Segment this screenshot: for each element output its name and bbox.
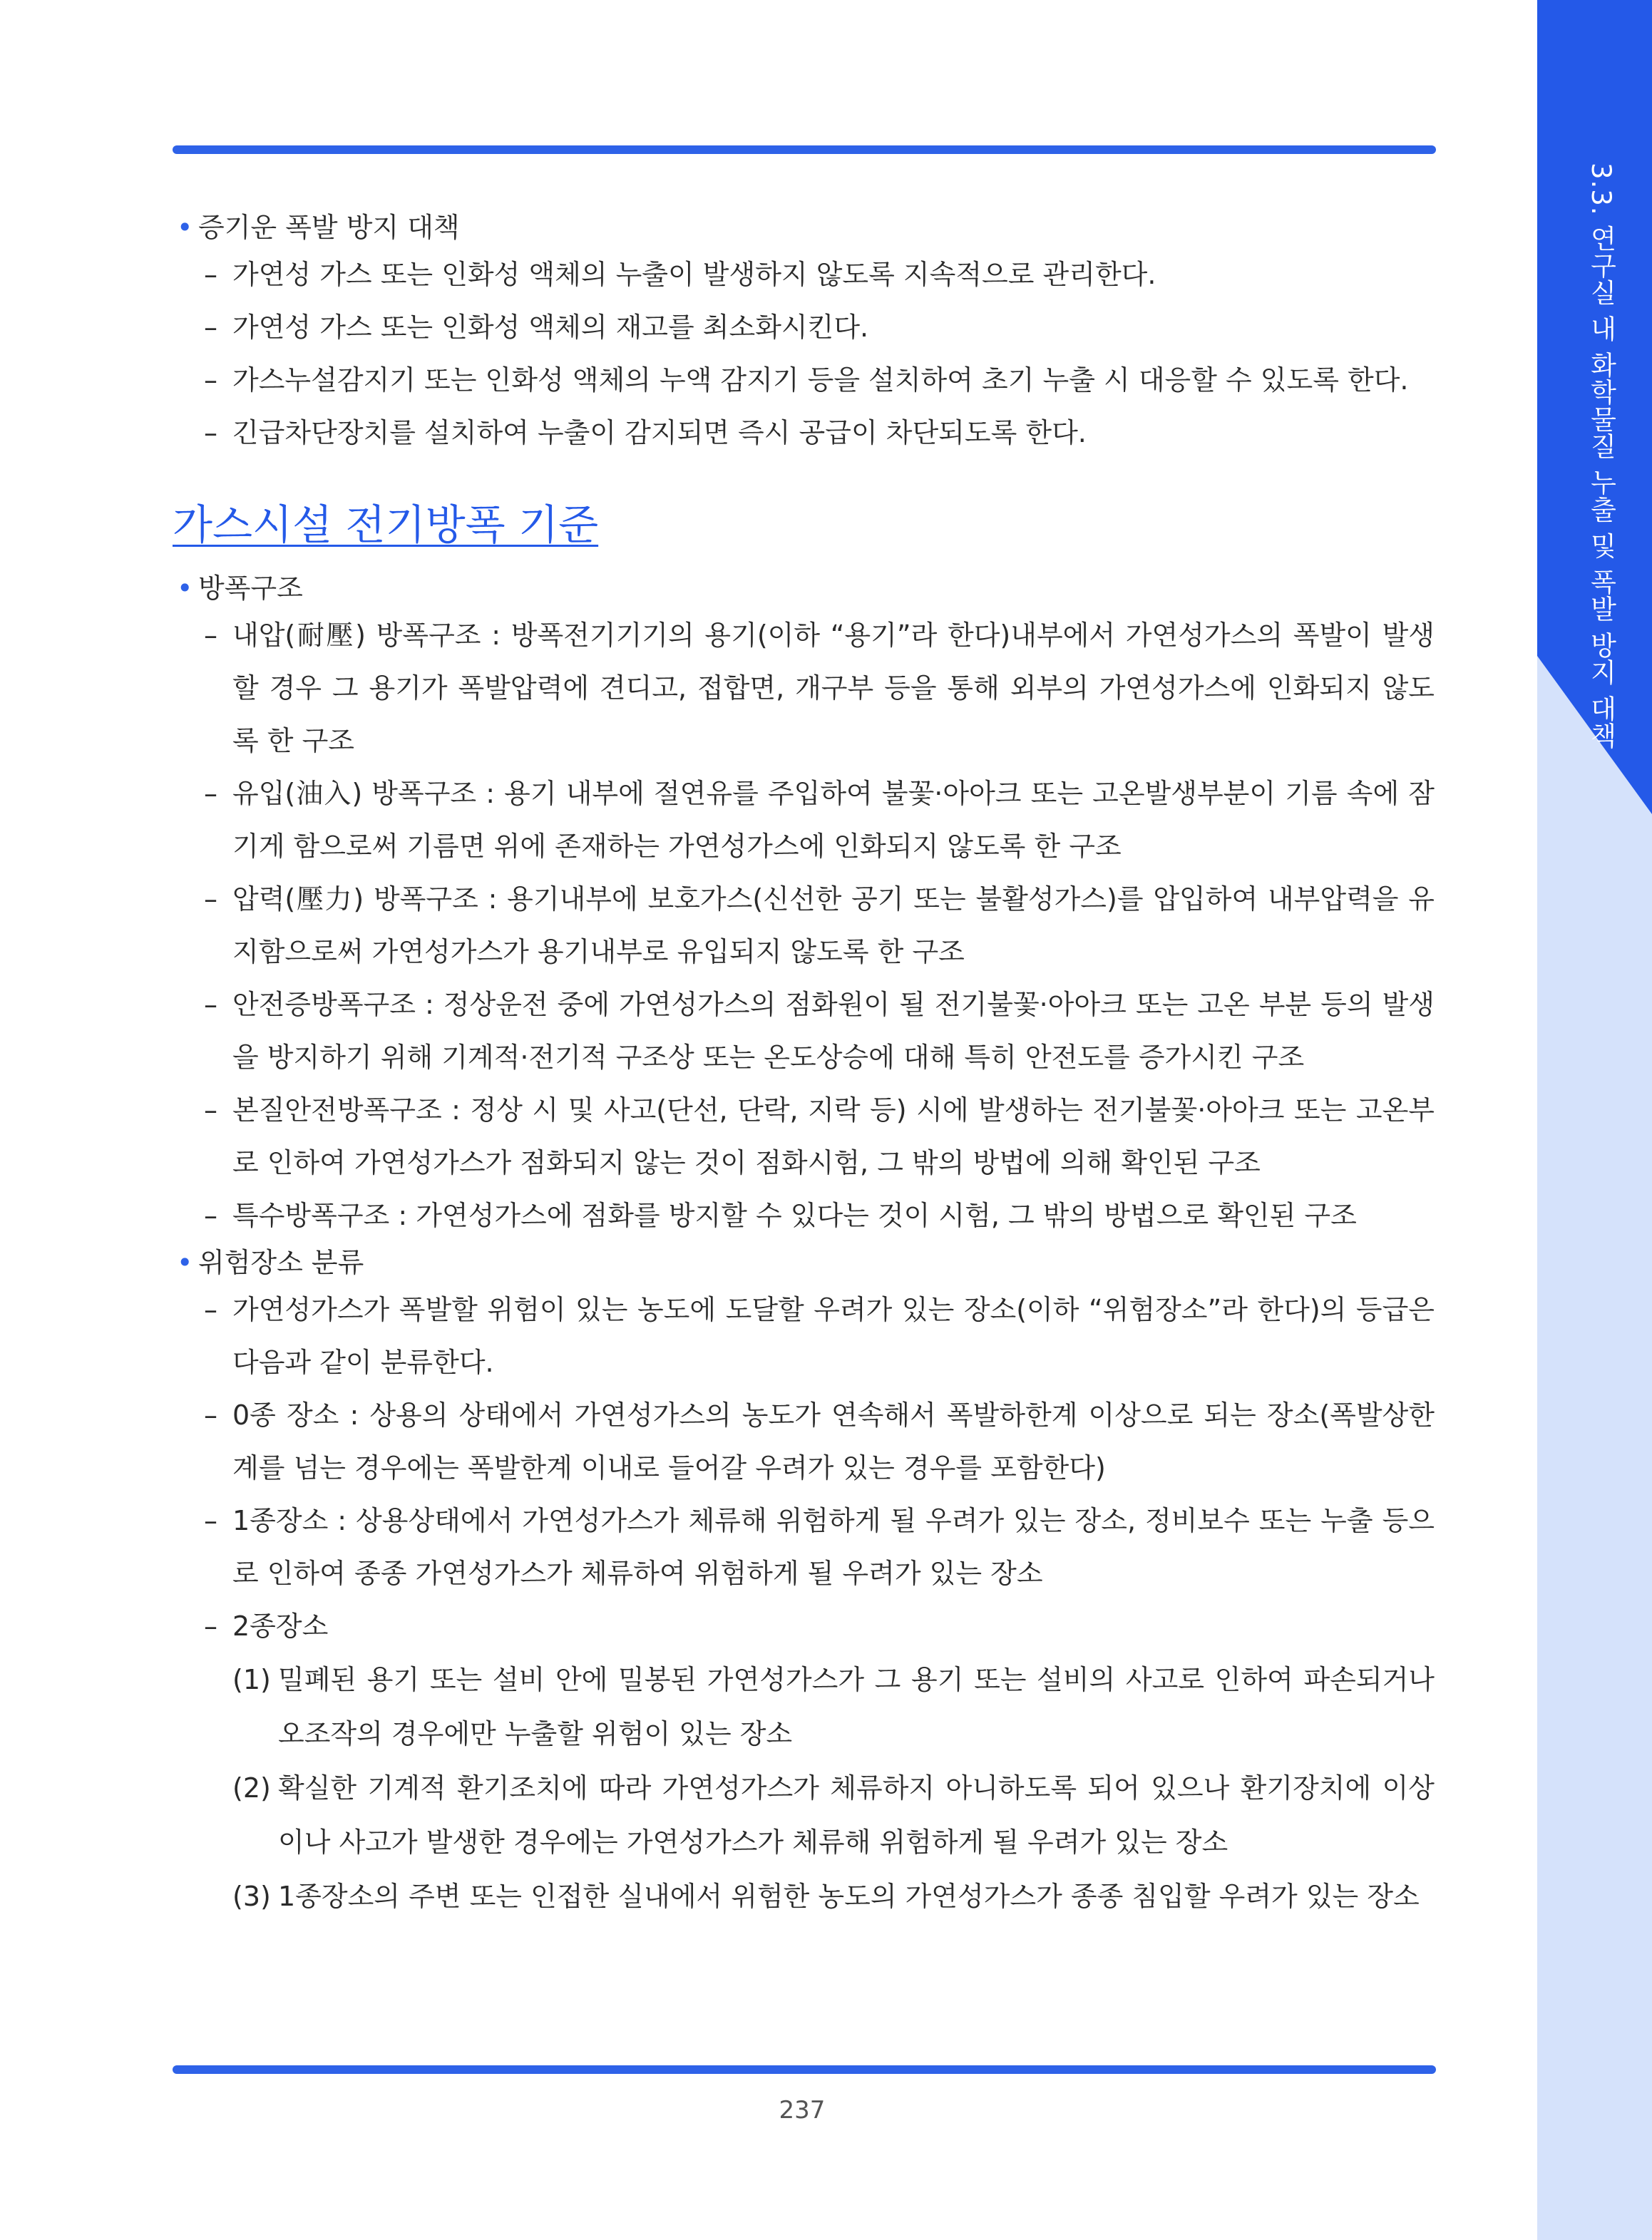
dash-text: 내압(耐壓) 방폭구조 : 방폭전기기기의 용기(이하 “용기”라 한다)내부에서 가연성가스의 폭발이 발생할 경우 그 용기가 폭발압력에 견디고, 접합면, 개구부 등을 통해 외부의 가연성가스에 인화되지 않도록 한 구조 — [232, 620, 1435, 756]
dash-icon: – — [204, 364, 217, 396]
page-number: 237 — [779, 2096, 826, 2125]
bullet-item — [173, 567, 1435, 609]
dash-item — [173, 248, 1435, 301]
item-number: (1) — [232, 1664, 271, 1695]
dash-text: 가스누설감지기 또는 인화성 액체의 누액 감지기 등을 설치하여 초기 누출 시 대응할 수 있도록 한다. — [232, 364, 1409, 396]
bullet-label: 방폭구조 — [198, 572, 303, 604]
dash-text: 본질안전방폭구조 : 정상 시 및 사고(단선, 단락, 지락 등) 시에 발생하는 전기불꽃·아아크 또는 고온부로 인하여 가연성가스가 점화되지 않는 것이 점화시험, 그 밖의 방법에 의해 확인된 구조 — [232, 1094, 1435, 1178]
dash-text: 가연성 가스 또는 인화성 액체의 재고를 최소화시킨다. — [232, 312, 869, 343]
dash-text: 2종장소 — [232, 1610, 329, 1642]
numbered-item — [173, 1653, 1435, 1761]
dash-item — [173, 1389, 1435, 1494]
dash-item — [173, 1494, 1435, 1600]
dash-text: 특수방폭구조 : 가연성가스에 점화를 방지할 수 있다는 것이 시험, 그 밖의 방법으로 확인된 구조 — [232, 1200, 1357, 1231]
dash-item — [173, 354, 1435, 406]
item-number: (3) — [232, 1881, 271, 1912]
dash-icon: – — [204, 417, 217, 448]
dash-text: 1종장소 : 상용상태에서 가연성가스가 체류해 위험하게 될 우려가 있는 장소, 정비보수 또는 누출 등으로 인하여 종종 가연성가스가 체류하여 위험하게 될 우려가 있는 장소 — [232, 1505, 1435, 1589]
dash-text: 압력(壓力) 방폭구조 : 용기내부에 보호가스(신선한 공기 또는 불활성가스)를 압입하여 내부압력을 유지함으로써 가연성가스가 용기내부로 유입되지 않도록 한 구조 — [232, 883, 1435, 967]
dash-item — [173, 301, 1435, 354]
dash-icon: – — [204, 312, 217, 343]
dash-icon: – — [204, 1294, 217, 1325]
dash-icon: – — [204, 620, 217, 651]
dash-icon: – — [204, 1505, 217, 1536]
dash-item — [173, 767, 1435, 873]
dash-icon: – — [204, 1094, 217, 1126]
numbered-text: 밀폐된 용기 또는 설비 안에 밀봉된 가연성가스가 그 용기 또는 설비의 사고로 인하여 파손되거나 오조작의 경우에만 누출할 위험이 있는 장소 — [278, 1664, 1435, 1750]
dash-item — [173, 978, 1435, 1084]
dash-item — [173, 1084, 1435, 1189]
dash-item — [173, 406, 1435, 459]
numbered-text: 1종장소의 주변 또는 인접한 실내에서 위험한 농도의 가연성가스가 종종 침입할 우려가 있는 장소 — [278, 1881, 1420, 1912]
dash-item — [173, 609, 1435, 767]
bullet-label: 위험장소 분류 — [198, 1247, 364, 1278]
dash-icon: – — [204, 1610, 217, 1642]
dash-item — [173, 1600, 1435, 1653]
bullet-item — [173, 207, 1435, 248]
dash-icon: – — [204, 778, 217, 809]
dash-text: 유입(油入) 방폭구조 : 용기 내부에 절연유를 주입하여 불꽃·아아크 또는 고온발생부분이 기름 속에 잠기게 함으로써 기름면 위에 존재하는 가연성가스에 인화되지 않도록 한 구조 — [232, 778, 1435, 862]
item-number: (2) — [232, 1772, 271, 1804]
bullet-dot-icon: • — [177, 572, 193, 604]
dash-item — [173, 1189, 1435, 1242]
numbered-item — [173, 1869, 1435, 1923]
bullet-label: 증기운 폭발 방지 대책 — [198, 212, 460, 243]
dash-text: 가연성가스가 폭발할 위험이 있는 농도에 도달할 우려가 있는 장소(이하 “위험장소”라 한다)의 등급은 다음과 같이 분류한다. — [232, 1294, 1435, 1378]
numbered-text: 확실한 기계적 환기조치에 따라 가연성가스가 체류하지 아니하도록 되어 있으나 환기장치에 이상이나 사고가 발생한 경우에는 가연성가스가 체류해 위험하게 될 우려가 있는 장소 — [278, 1772, 1435, 1858]
bullet-item — [173, 1242, 1435, 1283]
dash-text: 긴급차단장치를 설치하여 누출이 감지되면 즉시 공급이 차단되도록 한다. — [232, 417, 1087, 448]
bullet-dot-icon: • — [177, 212, 193, 243]
side-chapter-title: 3.3. 연구실 내 화학물질 누출 및 폭발 방지 대책 — [1586, 163, 1616, 749]
dash-item — [173, 873, 1435, 978]
dash-text: 가연성 가스 또는 인화성 액체의 누출이 발생하지 않도록 지속적으로 관리한다. — [232, 259, 1156, 290]
dash-text: 안전증방폭구조 : 정상운전 중에 가연성가스의 점화원이 될 전기불꽃·아아크 또는 고온 부분 등의 발생을 방지하기 위해 기계적·전기적 구조상 또는 온도상승에 대해 특히 안전도를 증가시킨 구조 — [232, 989, 1435, 1073]
page-content — [173, 207, 1435, 1923]
dash-item — [173, 1283, 1435, 1389]
dash-icon: – — [204, 883, 217, 915]
section-heading: 가스시설 전기방폭 기준 — [173, 500, 599, 549]
dash-icon: – — [204, 989, 217, 1020]
numbered-item — [173, 1761, 1435, 1869]
dash-icon: – — [204, 1399, 217, 1431]
top-rule — [173, 145, 1436, 154]
dash-icon: – — [204, 259, 217, 290]
dash-icon: – — [204, 1200, 217, 1231]
bottom-rule — [173, 2065, 1436, 2074]
dash-text: 0종 장소 : 상용의 상태에서 가연성가스의 농도가 연속해서 폭발하한계 이상으로 되는 장소(폭발상한계를 넘는 경우에는 폭발한계 이내로 들어갈 우려가 있는 경우를 포함한다) — [232, 1399, 1435, 1484]
bullet-dot-icon: • — [177, 1247, 193, 1278]
